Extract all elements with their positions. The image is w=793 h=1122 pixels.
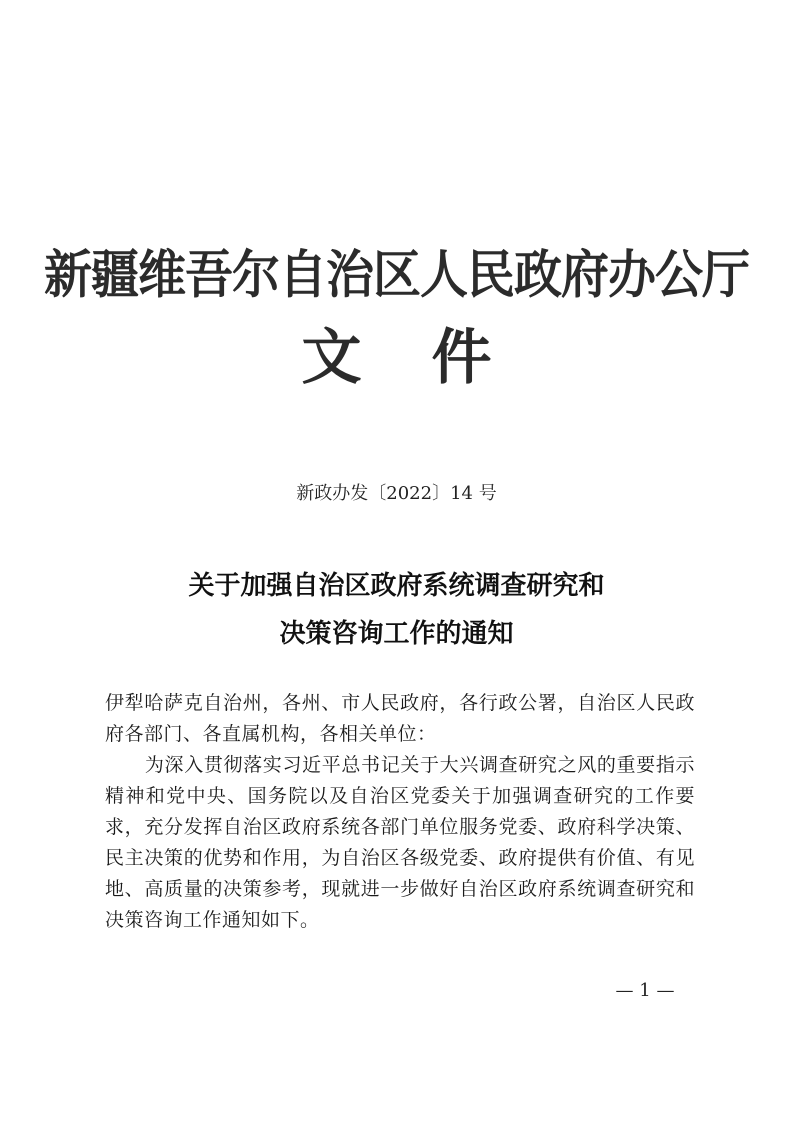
document-body [105,688,695,936]
salutation: 伊犁哈萨克自治州，各州、市人民政府，各行政公署，自治区人民政府各部门、各直属机构，各相关单位： [105,692,695,745]
document-title [0,562,793,658]
page-number: — 1 — [615,980,675,1001]
issuing-authority-header: 新疆维吾尔自治区人民政府办公厅 [43,244,749,306]
body-paragraph: 为深入贯彻落实习近平总书记关于大兴调查研究之风的重要指示精神和党中央、国务院以及自治区党委关于加强调查研究的工作要求，充分发挥自治区政府系统各部门单位服务党委、政府科学决策、民主决策的优势和作用，为自治区各级党委、政府提供有价值、有见地、高质量的决策参考，现就进一步做好自治区政府系统调查研究和决策咨询工作通知如下。 [105,754,695,931]
title-line-1: 关于加强自治区政府系统调查研究和 [188,571,605,601]
document-number: 新政办发〔2022〕14 号 [296,483,497,504]
document-label: 文件 [301,323,562,393]
title-line-2: 决策咨询工作的通知 [279,619,514,649]
